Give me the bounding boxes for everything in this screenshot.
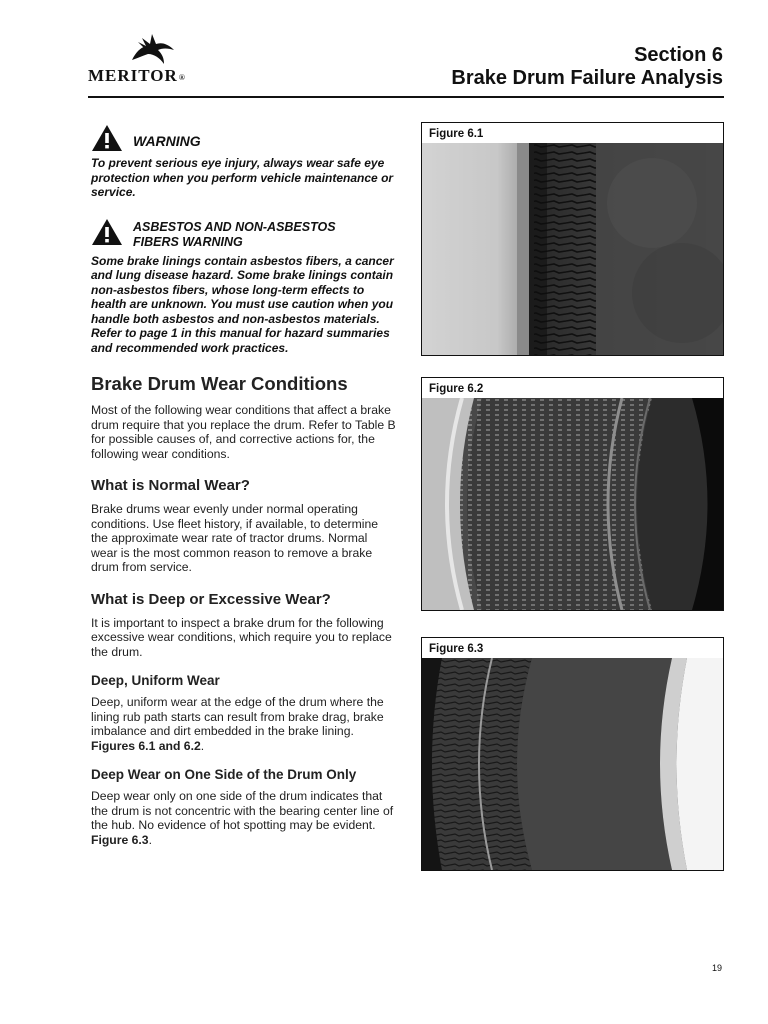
warning-triangle-icon (91, 124, 123, 152)
asbestos-warning-block (91, 218, 397, 250)
warning-block (91, 124, 397, 152)
header-divider (88, 96, 724, 98)
drum-edge-photo (422, 143, 723, 355)
asbestos-title-line-2: FIBERS WARNING (133, 234, 243, 249)
figure-label: Figure 6.2 (429, 383, 484, 395)
brand-name: MERITOR® (88, 66, 186, 85)
figure-6-2 (421, 377, 724, 611)
uniform-wear-heading: Deep, Uniform Wear (91, 673, 220, 688)
section-number: Section 6 (634, 44, 723, 66)
wear-conditions-intro: Most of the following wear conditions that affect a brake drum require that you replace the drum. Refer to Table B for possible causes of, and corrective actions for, the following wear conditions. (91, 403, 396, 461)
figure-reference: Figures 6.1 and 6.2 (91, 738, 201, 753)
meritor-bird-icon (118, 30, 178, 66)
meritor-logo (88, 30, 208, 86)
page-number: 19 (711, 963, 722, 973)
normal-wear-text: Brake drums wear evenly under normal operating conditions. Use fleet history, if available, to determine the approximate wear rate of tractor drums. Normal wear is the most common reason to remove a brake drum from service. (91, 502, 379, 574)
figure-label: Figure 6.1 (429, 128, 484, 140)
asbestos-title-line-1: ASBESTOS AND NON-ASBESTOS (133, 219, 336, 234)
sentence-end: . (148, 832, 152, 847)
figure-6-3 (421, 637, 724, 871)
figure-reference: Figure 6.3 (91, 832, 149, 847)
warning-triangle-icon (91, 218, 123, 246)
figure-6-1 (421, 122, 724, 356)
uniform-wear-body: Deep, uniform wear at the edge of the drum where the lining rub path starts can result from brake drag, brake imbalance and dirt embedded in the brake lining. (91, 695, 384, 738)
sentence-end: . (200, 738, 205, 753)
figure-label: Figure 6.3 (429, 643, 484, 655)
excessive-wear-heading: What is Deep or Excessive Wear? (91, 590, 331, 608)
drum-one-side-wear-photo (422, 658, 723, 870)
uniform-wear-text (91, 695, 397, 753)
section-heading (451, 44, 723, 90)
excessive-wear-text: It is important to inspect a brake drum for the following excessive wear conditions, which require you to replace the drum. (91, 615, 392, 659)
one-side-wear-text (91, 789, 397, 847)
one-side-wear-heading: Deep Wear on One Side of the Drum Only (91, 767, 357, 782)
asbestos-warning-text: Some brake linings contain asbestos fibers, a cancer and lung disease hazard. Some brake linings contain non-asbestos fibers, whose long-term effects to health are unknown. You must use caution when you handle both asbestos and non-asbestos materials. Refer to page 1 in this manual for hazard summaries and recommended work practices. (91, 253, 394, 355)
warning-text: To prevent serious eye injury, always wear safe eye protection when you perform vehicle maintenance or service. (91, 156, 394, 199)
section-title: Brake Drum Failure Analysis (451, 67, 723, 89)
one-side-wear-body: Deep wear only on one side of the drum indicates that the drum is not concentric with the bearing center line of the hub. No evidence of hot spotting may be evident. (91, 789, 394, 832)
drum-surface-photo (422, 398, 723, 610)
main-text-column (91, 124, 397, 847)
warning-title: WARNING (133, 133, 201, 149)
wear-conditions-heading: Brake Drum Wear Conditions (91, 373, 348, 394)
normal-wear-heading: What is Normal Wear? (91, 477, 250, 494)
asbestos-warning-title (133, 218, 336, 250)
